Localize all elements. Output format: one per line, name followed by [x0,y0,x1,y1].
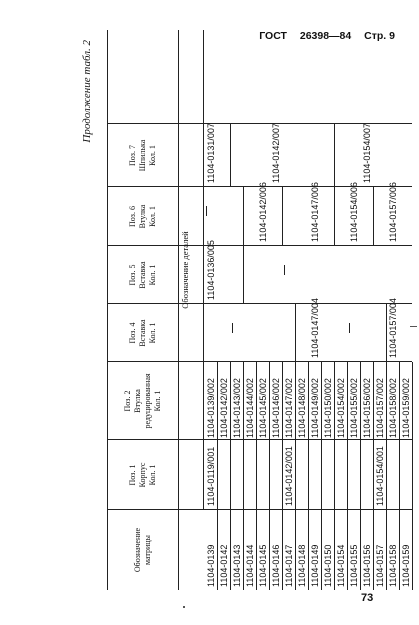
span-segment-line [334,187,335,246]
row-designation: 1104-0149 [310,544,320,587]
header-bottom-line [178,30,179,590]
header-number: 26398—84 [299,30,352,42]
row-col2-value: 1104-0148/002 [297,378,307,438]
row-designation: 1104-0159 [401,544,411,587]
column-header-name2: матрицы [143,535,152,565]
column-header [108,440,178,510]
column-header-pos: Поз. 4 [128,322,137,344]
row-col2-value: 1104-0139/002 [206,378,216,438]
span-value: 1104-0136/005 [206,240,216,300]
row-col2-value: 1104-0154/002 [336,378,346,438]
column-header-pos: Поз. 7 [128,145,137,166]
row-col2-value: 1104-0147/002 [284,378,294,438]
span-segment-line [373,187,374,246]
row-designation: 1104-0146 [271,544,281,587]
span-segment-line [334,124,335,187]
column-header-pos: Поз. 1 [128,464,137,486]
span-value: 1104-0131/007 [206,123,216,183]
row-col2-value: 1104-0159/002 [401,378,411,438]
column-header-name: Корпус [138,462,147,488]
page-number: 73 [361,592,374,604]
row-designation: 1104-0139 [206,544,216,587]
row-designation: 1104-0148 [297,544,307,587]
row-designation: 1104-0157 [375,544,385,587]
header-standard: ГОСТ [259,30,287,42]
row-designation: 1104-0145 [258,544,268,587]
column-header-qty: Кол. 1 [153,390,162,412]
row-col2-value: 1104-0142/002 [219,378,229,438]
span-segment-line [386,304,387,362]
column-header-name: Втулка [138,204,147,229]
row-designation: 1104-0155 [349,544,359,587]
span-segment-line [243,246,244,304]
column-header-qty: Кол. 1 [148,322,157,344]
column-header-name: Обозначение [133,527,142,573]
column-header-name: Шпилька [138,139,147,172]
column-header [108,246,178,304]
row-col2-value: 1104-0157/002 [375,378,385,438]
empty-dash [284,265,285,275]
span-value: 1104-0142/001 [284,446,294,506]
row-col2-value: 1104-0146/002 [271,378,281,438]
span-segment-line [282,187,283,246]
row-line [412,362,413,590]
row-col2-value: 1104-0156/002 [362,378,372,438]
row-col2-value: 1104-0143/002 [232,378,242,438]
column-header-qty: Кол. 1 [148,145,157,166]
row-designation: 1104-0144 [245,544,255,587]
column-header-qty: Кол. 1 [148,264,157,286]
span-segment-line [230,124,231,187]
span-value: 1104-0154/007 [362,123,372,183]
margin-dot [183,606,185,608]
rotated-table-block [81,30,411,590]
span-value: 1104-0119/001 [206,446,216,506]
continuation-caption: Продолжение табл. 2 [81,40,93,143]
span-value: 1104-0147/006 [310,182,320,242]
column-header-pos: Поз. 6 [128,206,137,227]
column-header-name: Вставка [138,319,147,347]
span-value: 1104-0142/006 [258,182,268,242]
span-value: 1104-0157/006 [388,182,398,242]
span-value: 1104-0154/006 [349,182,359,242]
span-segment-line [295,304,296,362]
row-designation: 1104-0158 [388,544,398,587]
column-header-name: Втулка [133,389,142,413]
row-col2-value: 1104-0158/002 [388,378,398,438]
column-header-qty: Кол. 1 [148,206,157,227]
parts-table [107,30,412,590]
margin-tick [410,326,417,327]
span-value: 1104-0147/004 [310,298,320,358]
column-header [108,124,178,187]
row-designation: 1104-0156 [362,544,372,587]
row-designation: 1104-0142 [219,544,229,587]
empty-dash [232,323,233,333]
span-value: 1104-0154/001 [375,446,385,506]
row-designation: 1104-0154 [336,544,346,587]
column-header-name: Вставка [138,261,147,289]
row-designation: 1104-0143 [232,544,242,587]
column-header-pos: Поз. 2 [123,390,132,412]
row-col2-value: 1104-0150/002 [323,378,333,438]
column-header [108,510,178,590]
column-header-name2: редуцированная [143,373,152,429]
row-designation: 1104-0147 [284,544,294,587]
row-col2-value: 1104-0144/002 [245,378,255,438]
row-designation: 1104-0150 [323,544,333,587]
empty-dash [206,207,207,217]
subheader-caption: Обозначение деталей [180,231,190,309]
column-header-pos: Поз. 5 [128,264,137,286]
row-col2-value: 1104-0145/002 [258,378,268,438]
column-header [108,304,178,362]
header-page-label: Стр. 9 [364,30,395,42]
empty-dash [349,323,350,333]
row-col2-value: 1104-0155/002 [349,378,359,438]
column-header [108,187,178,246]
row-col2-value: 1104-0149/002 [310,378,320,438]
column-header [108,362,178,440]
span-value: 1104-0157/004 [388,298,398,358]
column-header-qty: Кол. 1 [148,464,157,486]
span-value: 1104-0142/007 [271,123,281,183]
span-segment-line [243,187,244,246]
